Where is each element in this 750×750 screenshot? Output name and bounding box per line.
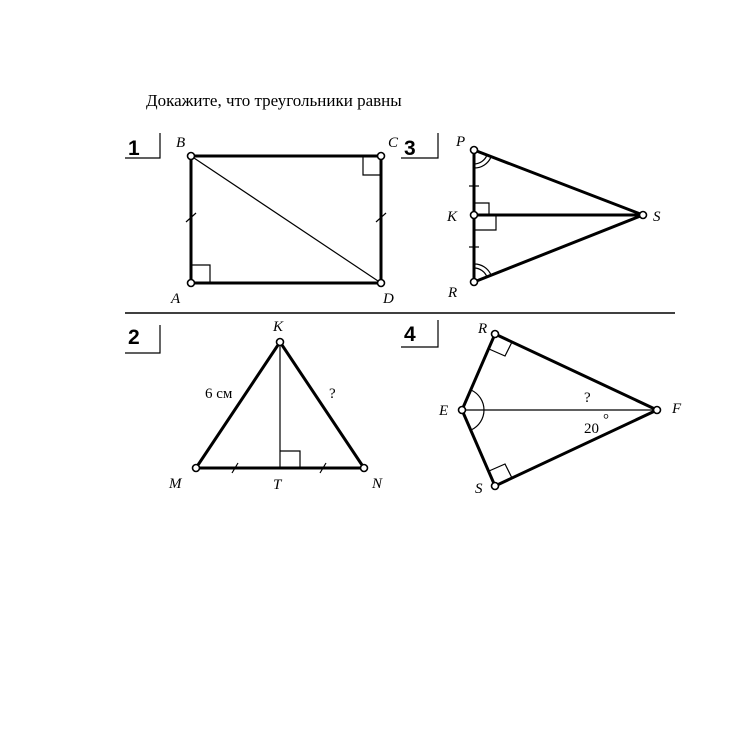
problem-4-number: 4: [404, 323, 416, 346]
diagonal-bd: [191, 156, 381, 283]
segment-unknown: ?: [584, 390, 591, 406]
angle-arc-p-2: [474, 157, 491, 168]
vertex-c: [378, 153, 385, 160]
label-s: S: [475, 481, 483, 497]
problem-4-number-box: [401, 320, 438, 347]
angle-arc-r-1: [474, 268, 487, 277]
label-r: R: [448, 285, 458, 301]
angle-value: 20: [584, 421, 599, 437]
right-angle-mark-t: [280, 451, 300, 468]
problem-4: [401, 320, 682, 497]
label-e: E: [439, 403, 449, 419]
angle-arc-p-1: [474, 155, 487, 164]
label-n: N: [372, 476, 383, 492]
problem-3-number-box: [401, 133, 438, 160]
angle-arc-r-2: [474, 264, 491, 275]
label-p: P: [456, 134, 466, 150]
vertex-s: [492, 483, 499, 490]
label-f: F: [672, 401, 682, 417]
vertex-a: [188, 280, 195, 287]
vertex-s: [640, 212, 647, 219]
label-c: C: [388, 135, 399, 151]
page-title: Докажите, что треугольники равны: [146, 91, 402, 110]
problem-2: [125, 319, 383, 493]
problem-3-number: 3: [404, 137, 416, 160]
vertex-m: [193, 465, 200, 472]
vertex-n: [361, 465, 368, 472]
vertex-p: [471, 147, 478, 154]
vertex-k: [471, 212, 478, 219]
problem-1: [125, 133, 399, 307]
label-t: T: [273, 477, 282, 493]
vertex-f: [654, 407, 661, 414]
side-kn-unknown: ?: [329, 386, 336, 402]
label-s: S: [653, 209, 661, 225]
vertex-r: [492, 331, 499, 338]
vertex-d: [378, 280, 385, 287]
vertex-b: [188, 153, 195, 160]
triangle-kmn: [196, 342, 364, 468]
label-r: R: [478, 321, 488, 337]
degree-sign: °: [603, 412, 609, 428]
right-angle-mark-s: [489, 464, 512, 478]
problem-2-number-box: [125, 325, 160, 353]
label-b: B: [176, 135, 186, 151]
angle-arc-e-lower: [471, 410, 484, 430]
problem-2-number: 2: [128, 326, 140, 349]
label-a: A: [171, 291, 181, 307]
vertex-r: [471, 279, 478, 286]
vertex-e: [459, 407, 466, 414]
problem-3: [401, 133, 661, 301]
triangles-prs: [474, 150, 643, 282]
vertex-k: [277, 339, 284, 346]
problem-1-number-box: [125, 133, 160, 160]
angle-arc-e-upper: [471, 390, 484, 410]
right-angle-mark-r: [489, 342, 512, 356]
kite-resf: [462, 334, 657, 486]
problem-1-number: 1: [128, 137, 140, 160]
label-d: D: [383, 291, 394, 307]
side-km-length: 6 см: [205, 386, 233, 402]
label-k: K: [447, 209, 458, 225]
rectangle-abcd: [191, 156, 381, 283]
label-k: K: [273, 319, 284, 335]
label-m: M: [169, 476, 182, 492]
